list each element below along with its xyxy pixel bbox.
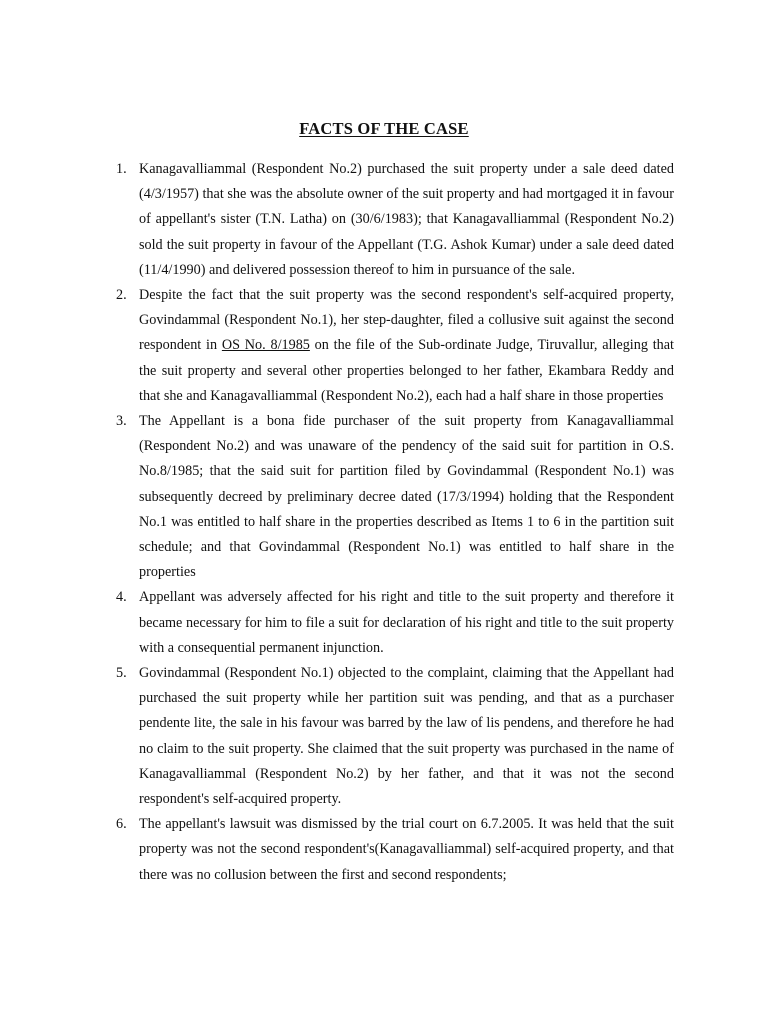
item-text: Kanagavalliammal (Respondent No.2) purchased the suit property under a sale deed dated (4/3/1957) that she was the absolute owner of the suit property and had mortgaged it in favour of appellant's sister (T.N. Latha) on (30/6/1983); that Kanagavalliammal (Respondent No.2) sold the suit property in favour of the Appellant (T.G. Ashok Kumar) under a sale deed dated (11/4/1990) and delivered possession thereof to him in pursuance of the sale. bbox=[139, 161, 674, 278]
item-number: 6. bbox=[116, 816, 127, 833]
list-item bbox=[112, 157, 674, 283]
item-text: Appellant was adversely affected for his right and title to the suit property and therefore it became necessary for him to file a suit for declaration of his right and title to the suit property with a consequential permanent injunction. bbox=[139, 589, 674, 656]
page-title: FACTS OF THE CASE bbox=[299, 119, 469, 138]
case-reference-link: OS No. 8/1985 bbox=[221, 337, 310, 354]
item-number: 1. bbox=[116, 161, 127, 177]
item-number: 5. bbox=[116, 665, 127, 682]
item-number: 3. bbox=[116, 413, 127, 430]
item-text-part: Despite the fact that the suit property was the second respondent's self-acquired property, Govindammal (Respondent No.1), her step-daughter, filed a collusive suit against the second respondent in bbox=[139, 287, 674, 354]
item-text: The Appellant is a bona fide purchaser of the suit property from Kanagavalliammal (Respondent No.2) and was unaware of the pendency of the said suit for partition in O.S. No.8/1985; that the said suit for partition filed by Govindammal (Respondent No.1) was subsequently decreed by preliminary decree dated (17/3/1994) holding that the Respondent No.1 was entitled to half share in the properties described as Items 1 to 6 in the partition suit schedule; and that Govindammal (Respondent No.1) was entitled to half share in the properties bbox=[139, 413, 674, 581]
list-item bbox=[112, 812, 674, 888]
facts-list bbox=[112, 157, 674, 888]
item-text-part: on the file of the Sub-ordinate Judge, Tiruvallur, alleging that the suit property and several other properties belonged to her father, Ekambara Reddy and that she and Kanagavalliammal (Respondent No.2), each had a half share in those properties bbox=[139, 337, 674, 404]
list-item bbox=[112, 409, 674, 585]
item-text: Govindammal (Respondent No.1) objected to the complaint, claiming that the Appellant had purchased the suit property while her partition suit was pending, and that as a purchaser pendente lite, the sale in his favour was barred by the law of lis pendens, and therefore he had no claim to the suit property. She claimed that the suit property was purchased in the name of Kanagavalliammal (Respondent No.2) by her father, and that it was not the second respondent's self-acquired property. bbox=[139, 665, 674, 808]
item-number: 4. bbox=[116, 589, 127, 606]
list-item bbox=[112, 283, 674, 409]
list-item bbox=[112, 585, 674, 661]
list-item bbox=[112, 661, 674, 812]
item-text: The appellant's lawsuit was dismissed by the trial court on 6.7.2005. It was held that the suit property was not the second respondent's(Kanagavalliammal) self-acquired property, and that there was no collusion between the first and second respondents; bbox=[139, 816, 674, 883]
item-text bbox=[139, 287, 674, 404]
item-number: 2. bbox=[116, 287, 127, 304]
